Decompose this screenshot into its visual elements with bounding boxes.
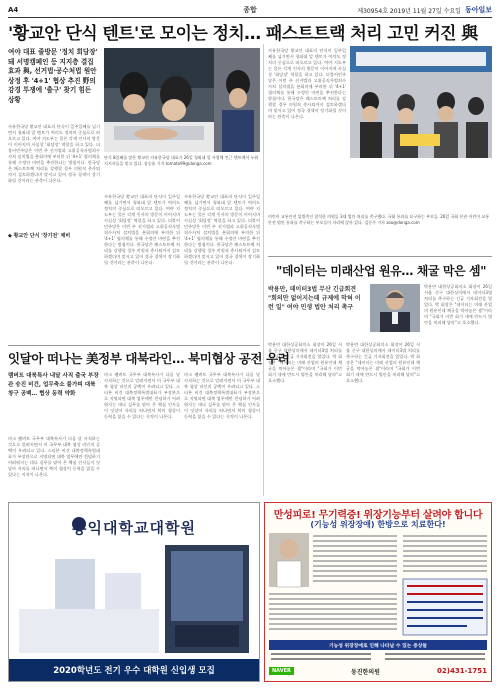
section-rule: [268, 256, 492, 257]
clinic-phone: 02)431-1751: [437, 667, 487, 675]
column-divider: [263, 44, 264, 496]
clinic-ad-footer: [269, 663, 487, 679]
university-ad: [8, 502, 260, 682]
story-right-photo: [350, 46, 492, 158]
quote-story-body-col1: 박용만 대한상공회의소 회장이 26일 서울 중구 대한상의에서 데이터3법 처리를 촉구하는 긴급 기자회견을 열었다. 박 회장은 "데이터는 미래 산업의 원유인데 채굴을 막아놓은 셈"이라며 "국회가 이번 회기 내에 반드시 법안을 처리해 달라"고 호소했다.: [268, 342, 342, 383]
person-photo: [370, 284, 420, 332]
story2-subhead: 램버트 대북특사 내달 사직 출국 부장관 승진 비건, 업무축소 불가피 대북 창구 공백… 협상 동력 약화: [8, 373, 99, 398]
symptom-list: [269, 651, 489, 663]
quote-story-body-col3: 박용만 대한상공회의소 회장이 26일 서울 중구 대한상의에서 데이터3법 처리를 촉구하는 긴급 기자회견을 열었다. 박 회장은 "데이터는 미래 산업의 원유인데 채굴을 막아놓은 셈"이라며 "국회가 이번 회기 내에 반드시 법안을 처리해 달라"고 호소했다.: [346, 342, 420, 383]
university-ad-banner: 2020학년도 전기 우수 대학원 신입생 모집: [9, 659, 259, 681]
clinic-name: 동진한의원: [350, 668, 380, 676]
clinic-ad-subheadline: (기능성 위장장애) 한방으로 치료한다!: [310, 520, 446, 529]
story2-body-col1: 마크 램버트 국무부 대북특사가 다음 달 사직하는 것으로 알려지면서 미 국무부 대북 협상 라인의 공백이 우려되고 있다. 스티븐 비건 대북정책특별대표가 부장관으로 지명되면 대북 업무에만 전념하기 어려워지는 데다 실무를 맡아 온 핵심 인사들이 잇달아 자리를 떠나면서 북미 협상이 동력을 잃을 수 있다는 지적이 나온다.: [8, 436, 100, 477]
quote-story-body-col2: 박용만 대한상공회의소 회장이 26일 서울 중구 대한상의에서 데이터3법 처리를 촉구하는 긴급 기자회견을 열었다. 박 회장은 "데이터는 미래 산업의 원유인데 채굴을 막아놓은 셈"이라며 "국회가 이번 회기 내에 반드시 법안을 처리해 달라"고 호소했다.: [424, 284, 492, 325]
story1-body-col2: 자유한국당 황교안 대표의 단식이 일주일째를 넘기면서 청와대 앞 텐트가 여의도 정치의 중심으로 떠오르고 있다. 여야 지도부는 물론 각계 인사의 방문이 이어지며 사실상 '회담장' 역할을 하고 있다. 더불어민주당은 이번 주 선거법과 고위공직자범죄수사처 설치법을 본회의에 부의한 뒤 '4+1' 협의체를 통해 수정안 마련을 추진한다는 방침이다. 한국당은 패스트트랙 처리를 강행할 경우 의원직 총사퇴까지 검토하겠다며 맞서고 있어 정국 경색이 장기화될 것이라는 관측이 나온다.: [104, 194, 180, 265]
quote-story-title: "데이터는 미래산업 원유… 채굴 막은 셈": [276, 264, 487, 278]
page-header: [8, 4, 492, 16]
story2-body-col2: 마크 램버트 국무부 대북특사가 다음 달 사직하는 것으로 알려지면서 미 국무부 대북 협상 라인의 공백이 우려되고 있다. 스티븐 비건 대북정책특별대표가 부장관으로 지명되면 대북 업무에만 전념하기 어려워지는 데다 실무를 맡아 온 핵심 인사들이 잇달아 자리를 떠나면서 북미 협상이 동력을 잃을 수 있다는 지적이 나온다.: [104, 372, 180, 419]
quote-story-subhead: 박용만, 데이터3법 무산 긴급회견 "회의만 없어지는데 규제에 막혀 이런 일" 여야 민생 법안 처리 촉구: [268, 286, 361, 311]
page-number: A4: [8, 6, 19, 14]
story2-body-col3: 마크 램버트 국무부 대북특사가 다음 달 사직하는 것으로 알려지면서 미 국무부 대북 협상 라인의 공백이 우려되고 있다. 스티븐 비건 대북정책특별대표가 부장관으로 지명되면 대북 업무에만 전념하기 어려워지는 데다 실무를 맡아 온 핵심 인사들이 잇달아 자리를 떠나면서 북미 협상이 동력을 잃을 수 있다는 지적이 나온다.: [184, 372, 260, 419]
issue-info: 제30954호 2019년 11월 27일 수요일: [357, 7, 461, 15]
story1-body-col1: 자유한국당 황교안 대표의 단식이 일주일째를 넘기면서 청와대 앞 텐트가 여의도 정치의 중심으로 떠오르고 있다. 여야 지도부는 물론 각계 인사의 방문이 이어지며 사실상 '회담장' 역할을 하고 있다. 더불어민주당은 이번 주 선거법과 고위공직자범죄수사처 설치법을 본회의에 부의한 뒤 '4+1' 협의체를 통해 수정안 마련을 추진한다는 방침이다. 한국당은 패스트트랙 처리를 강행할 경우 의원직 총사퇴까지 검토하겠다며 맞서고 있어 정국 경색이 장기화될 것이라는 관측이 나온다.: [8, 124, 100, 183]
header-rule: [8, 17, 492, 18]
clinic-ad-headline: 만성피로! 무기력증! 위장기능부터 살려야 합니다: [273, 510, 483, 521]
story2-rule: [8, 345, 260, 346]
university-ad-title: 홍익대학교대학원: [72, 519, 196, 537]
story1-photo: [104, 48, 214, 152]
story1-body-col4: 자유한국당 황교안 대표의 단식이 일주일째를 넘기면서 청와대 앞 텐트가 여의도 정치의 중심으로 떠오르고 있다. 여야 지도부는 물론 각계 인사의 방문이 이어지며 사실상 '회담장' 역할을 하고 있다. 더불어민주당은 이번 주 선거법과 고위공직자범죄수사처 설치법을 본회의에 부의한 뒤 '4+1' 협의체를 통해 수정안 마련을 추진한다는 방침이다. 한국당은 패스트트랙 처리를 강행할 경우 의원직 총사퇴까지 검토하겠다며 맞서고 있어 정국 경색이 장기화될 것이라는 관측이 나온다.: [268, 48, 346, 119]
clinic-ad-symptom-bar: 기능성 위장장애로 인해 나타날 수 있는 증상들: [269, 640, 487, 650]
clinic-ad: [264, 502, 492, 682]
campus-illustration: [15, 539, 253, 657]
story1-body-col3: 자유한국당 황교안 대표의 단식이 일주일째를 넘기면서 청와대 앞 텐트가 여의도 정치의 중심으로 떠오르고 있다. 여야 지도부는 물론 각계 인사의 방문이 이어지며 사실상 '회담장' 역할을 하고 있다. 더불어민주당은 이번 주 선거법과 고위공직자범죄수사처 설치법을 본회의에 부의한 뒤 '4+1' 협의체를 통해 수정안 마련을 추진한다는 방침이다. 한국당은 패스트트랙 처리를 강행할 경우 의원직 총사퇴까지 검토하겠다며 맞서고 있어 정국 경색이 장기화될 것이라는 관측이 나온다.: [184, 194, 260, 265]
clinic-ad-body: [269, 531, 489, 637]
story1-photo-2: [214, 48, 260, 152]
story2-title: 잇달아 떠나는 美정부 대북라인… 북미협상 공전 우려: [8, 351, 290, 366]
story-right-photo-caption: 어린이 교통안전 입법촉진 참석한 의원들 3대 법안 처리를 촉구했다. 국회 통과를 요구하는 부모들. 26일 국회 본관 어린이 교통안전 법안 통과를 촉구하는 부모들이 자리에 앉아 있다. 김동주 기자 zoo@donga.com: [268, 214, 490, 225]
story1-lead: 여야 대표 줄방문 '정치 회담장' 돼 서명캠페인 등 지지층 결집 효과 與, 선거법·공수처법 원안 상정 후 '4+1' 협상 추진 野의 강경 투쟁에 '출구' 찾기 힘든 상황: [8, 48, 98, 104]
main-headline: '황교안 단식 텐트'로 모이는 정치… 패스트트랙 처리 고민 커진 與: [8, 24, 478, 43]
naver-logo: NAVER: [269, 667, 294, 675]
masthead-brand: 동아일보: [464, 6, 492, 14]
section-label: 종합: [243, 6, 257, 14]
story1-photo-caption: 단식 8일째를 맞은 황교안 자유한국당 대표가 26일 청와대 앞 사랑채 인근 텐트에서 누워 지지자들을 맞고 있다. 장승윤 기자 tomato99@donga.com: [104, 155, 259, 166]
story1-subhead: ◆ 황교안 단식 '장기전' 채비: [8, 233, 71, 239]
